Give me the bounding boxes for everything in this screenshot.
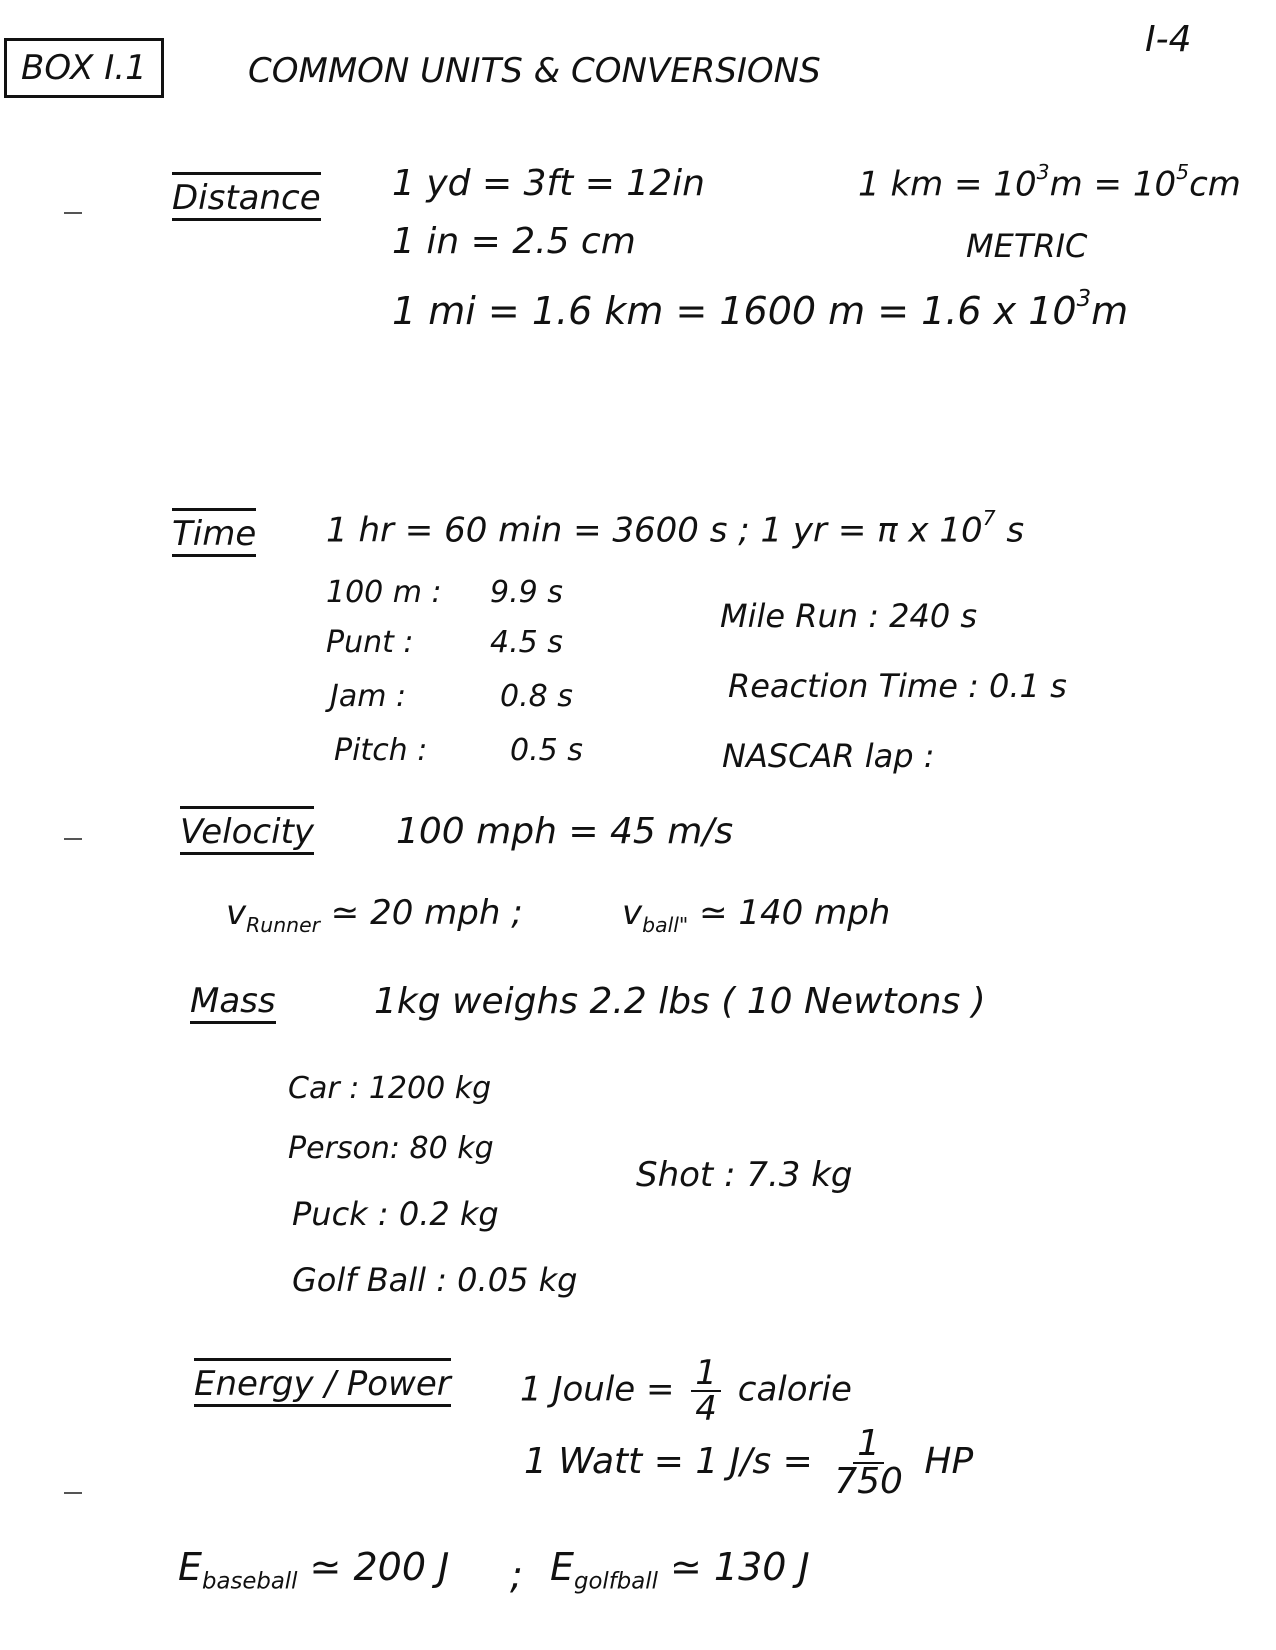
distance-line-3: 1 mi = 1.6 km = 1600 m = 1.6 x $10^3m$: [392, 285, 1129, 333]
metric-label: METRIC: [966, 227, 1088, 265]
mass-heading: Mass: [190, 984, 276, 1024]
metric-conversion: 1 km = $10^3m = 10^5cm$: [858, 159, 1241, 205]
velocity-runner: $v_{Runner}$ ≃ 20 mph ;: [226, 893, 523, 937]
margin-mark: [64, 1492, 82, 1494]
time-item-label: Pitch :: [334, 733, 428, 768]
distance-line-1: 1 yd = 3ft = 12in: [392, 163, 705, 204]
distance-line-2: 1 in = 2.5 cm: [392, 221, 636, 262]
mass-item: Car : 1200 kg: [288, 1071, 492, 1106]
time-item-value: 9.9 s: [490, 575, 563, 610]
margin-mark: [64, 212, 82, 214]
baseball-energy: $E_{baseball}$ ≃ 200 J: [178, 1545, 450, 1595]
joule-fraction: $\frac{1}{4}$: [691, 1356, 721, 1426]
velocity-heading: Velocity: [180, 806, 314, 855]
time-item-label: Jam :: [330, 679, 407, 714]
distance-heading: Distance: [172, 172, 321, 221]
time-item-value: 0.5 s: [510, 733, 583, 768]
energy-heading: Energy / Power: [194, 1358, 451, 1407]
energy-separator: ;: [510, 1553, 523, 1597]
time-item-label: 100 m :: [326, 575, 442, 610]
velocity-line-1: 100 mph = 45 m/s: [396, 811, 734, 852]
time-item-label: Punt :: [326, 625, 414, 660]
watt-conversion: 1 Watt = 1 J/s = $\frac{1}{750}$ HP: [524, 1423, 974, 1502]
mass-item: Puck : 0.2 kg: [292, 1195, 499, 1233]
time-item-value: 0.8 s: [500, 679, 573, 714]
time-heading: Time: [172, 508, 256, 557]
margin-mark: [64, 838, 82, 840]
time-item: Reaction Time : 0.1 s: [728, 667, 1067, 705]
mass-item: Person: 80 kg: [288, 1131, 494, 1166]
time-item: NASCAR lap :: [722, 737, 935, 775]
golfball-energy: $E_{golfball}$ ≃ 130 J: [550, 1545, 810, 1595]
page-title: COMMON UNITS & CONVERSIONS: [248, 51, 821, 91]
time-item: Mile Run : 240 s: [720, 597, 978, 635]
time-main-line: 1 hr = 60 min = 3600 s ; 1 yr = π x $10^7$ s: [326, 505, 1025, 551]
mass-item: Golf Ball : 0.05 kg: [292, 1261, 578, 1299]
mass-line-1: 1kg weighs 2.2 lbs ( 10 Newtons ): [374, 981, 986, 1022]
watt-fraction: $\frac{1}{750}$: [834, 1423, 903, 1502]
box-label: BOX I.1: [4, 38, 164, 98]
joule-conversion: 1 Joule = $\frac{1}{4}$ calorie: [520, 1353, 852, 1429]
mass-shot: Shot : 7.3 kg: [636, 1155, 853, 1195]
page-number: I-4: [1145, 19, 1192, 60]
time-item-value: 4.5 s: [490, 625, 563, 660]
velocity-ball: $v_{ball"}$ ≃ 140 mph: [622, 893, 891, 937]
